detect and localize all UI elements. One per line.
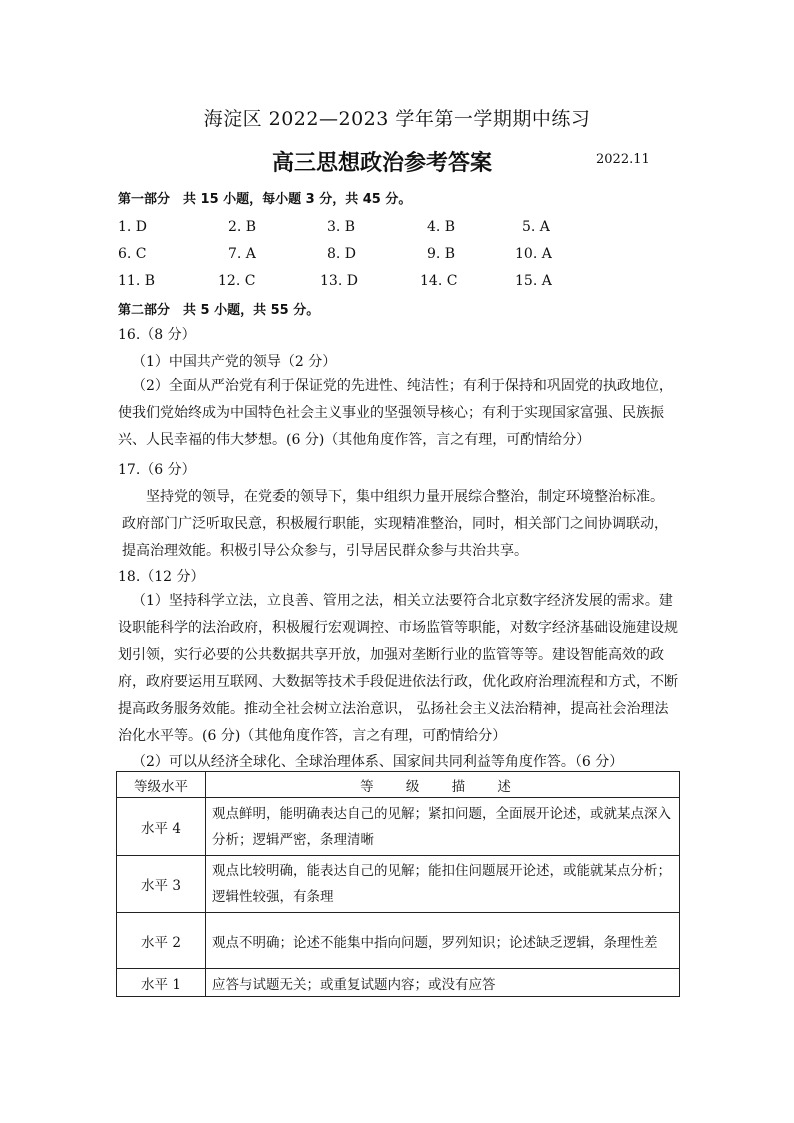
answer-item: 7. A (228, 246, 256, 262)
answer-item: 10. A (515, 246, 552, 262)
q18-heading: 18.（12 分） (118, 569, 205, 585)
table-row (117, 969, 680, 997)
description-cell: 观点不明确；论述不能集中指向问题，罗列知识；论述缺乏逻辑，条理性差 (206, 913, 680, 969)
q16-part2: （2）全面从严治党有利于保证党的先进性、纯洁性；有利于保持和巩固党的执政地位，使我们党始终成为中国特色社会主义事业的坚强领导核心；有利于实现国家富强、民族振兴、人民幸福的伟大梦想。(6 分)（其他角度作答，言之有理，可酌情给分） (118, 378, 673, 448)
answer-item: 13. D (320, 273, 358, 289)
answer-item: 5. A (522, 219, 550, 235)
q18-part1: （1）坚持科学立法，立良善、管用之法，相关立法要符合北京数字经济发展的需求。建设职能科学的法治政府，积极履行宏观调控、市场监管等职能，对数字经济基础设施建设规划引领，实行必要的公共数据共享开放，加强对垄断行业的监管等等。建设智能高效的政府，政府要运用互联网、大数据等技术手段促进依法行政，优化政府治理流程和方式，不断提高政务服务效能。推动全社会树立法治意识， 弘扬社会主义法治精神，提高社会治理法治化水平等。(6 分)（其他角度作答，言之有理，可酌情给分） (118, 593, 678, 744)
answer-item: 12. C (218, 273, 256, 289)
table-row (117, 913, 680, 969)
part2-heading: 第二部分 共 5 小题，共 55 分。 (118, 303, 320, 318)
answer-item: 1. D (118, 219, 148, 235)
answer-item: 6. C (118, 246, 147, 262)
answer-item: 4. B (427, 219, 456, 235)
description-cell: 观点鲜明，能明确表达自己的见解；紧扣问题，全面展开论述，或就某点深入分析；逻辑严密，条理清晰 (206, 798, 680, 856)
q16-heading: 16.（8 分） (118, 327, 196, 343)
description-cell: 应答与试题无关；或重复试题内容；或没有应答 (206, 969, 680, 997)
q16-part1: （1）中国共产党的领导（2 分） (132, 354, 337, 370)
level-cell: 水平 1 (117, 969, 206, 997)
q17-heading: 17.（6 分） (118, 462, 196, 478)
table-row (117, 856, 680, 913)
grading-table (116, 771, 680, 997)
level-cell: 水平 3 (117, 856, 206, 913)
answer-item: 2. B (228, 219, 257, 235)
answer-item: 3. B (327, 219, 356, 235)
description-cell: 观点比较明确，能表达自己的见解；能扣住问题展开论述，或能就某点分析；逻辑性较强，有条理 (206, 856, 680, 913)
answer-item: 15. A (515, 273, 552, 289)
table-header-row (117, 772, 680, 798)
answer-item: 11. B (118, 273, 156, 289)
table-header-description: 等 级 描 述 (206, 772, 680, 798)
q17-line1: 坚持党的领导，在党委的领导下，集中组织力量开展综合整治，制定环境整治标准。 (146, 489, 664, 505)
q17-line2: 政府部门广泛听取民意，积极履行职能，实现精准整治，同时，相关部门之间协调联动， (122, 516, 668, 532)
page-subtitle: 高三思想政治参考答案 (272, 151, 493, 176)
table-header-level: 等级水平 (117, 772, 206, 798)
answer-item: 14. C (420, 273, 458, 289)
answer-item: 9. B (427, 246, 456, 262)
level-cell: 水平 2 (117, 913, 206, 969)
page-title: 海淀区 2022—2023 学年第一学期期中练习 (203, 108, 591, 130)
q18-part2: （2）可以从经济全球化、全球治理体系、国家间共同利益等角度作答。（6 分） (132, 754, 624, 770)
table-row (117, 798, 680, 856)
level-cell: 水平 4 (117, 798, 206, 856)
part1-heading: 第一部分 共 15 小题，每小题 3 分，共 45 分。 (118, 192, 412, 207)
answer-item: 8. D (327, 246, 357, 262)
date-label: 2022.11 (596, 152, 650, 167)
q17-line3: 提高治理效能。积极引导公众参与，引导居民群众参与共治共享。 (122, 543, 528, 559)
